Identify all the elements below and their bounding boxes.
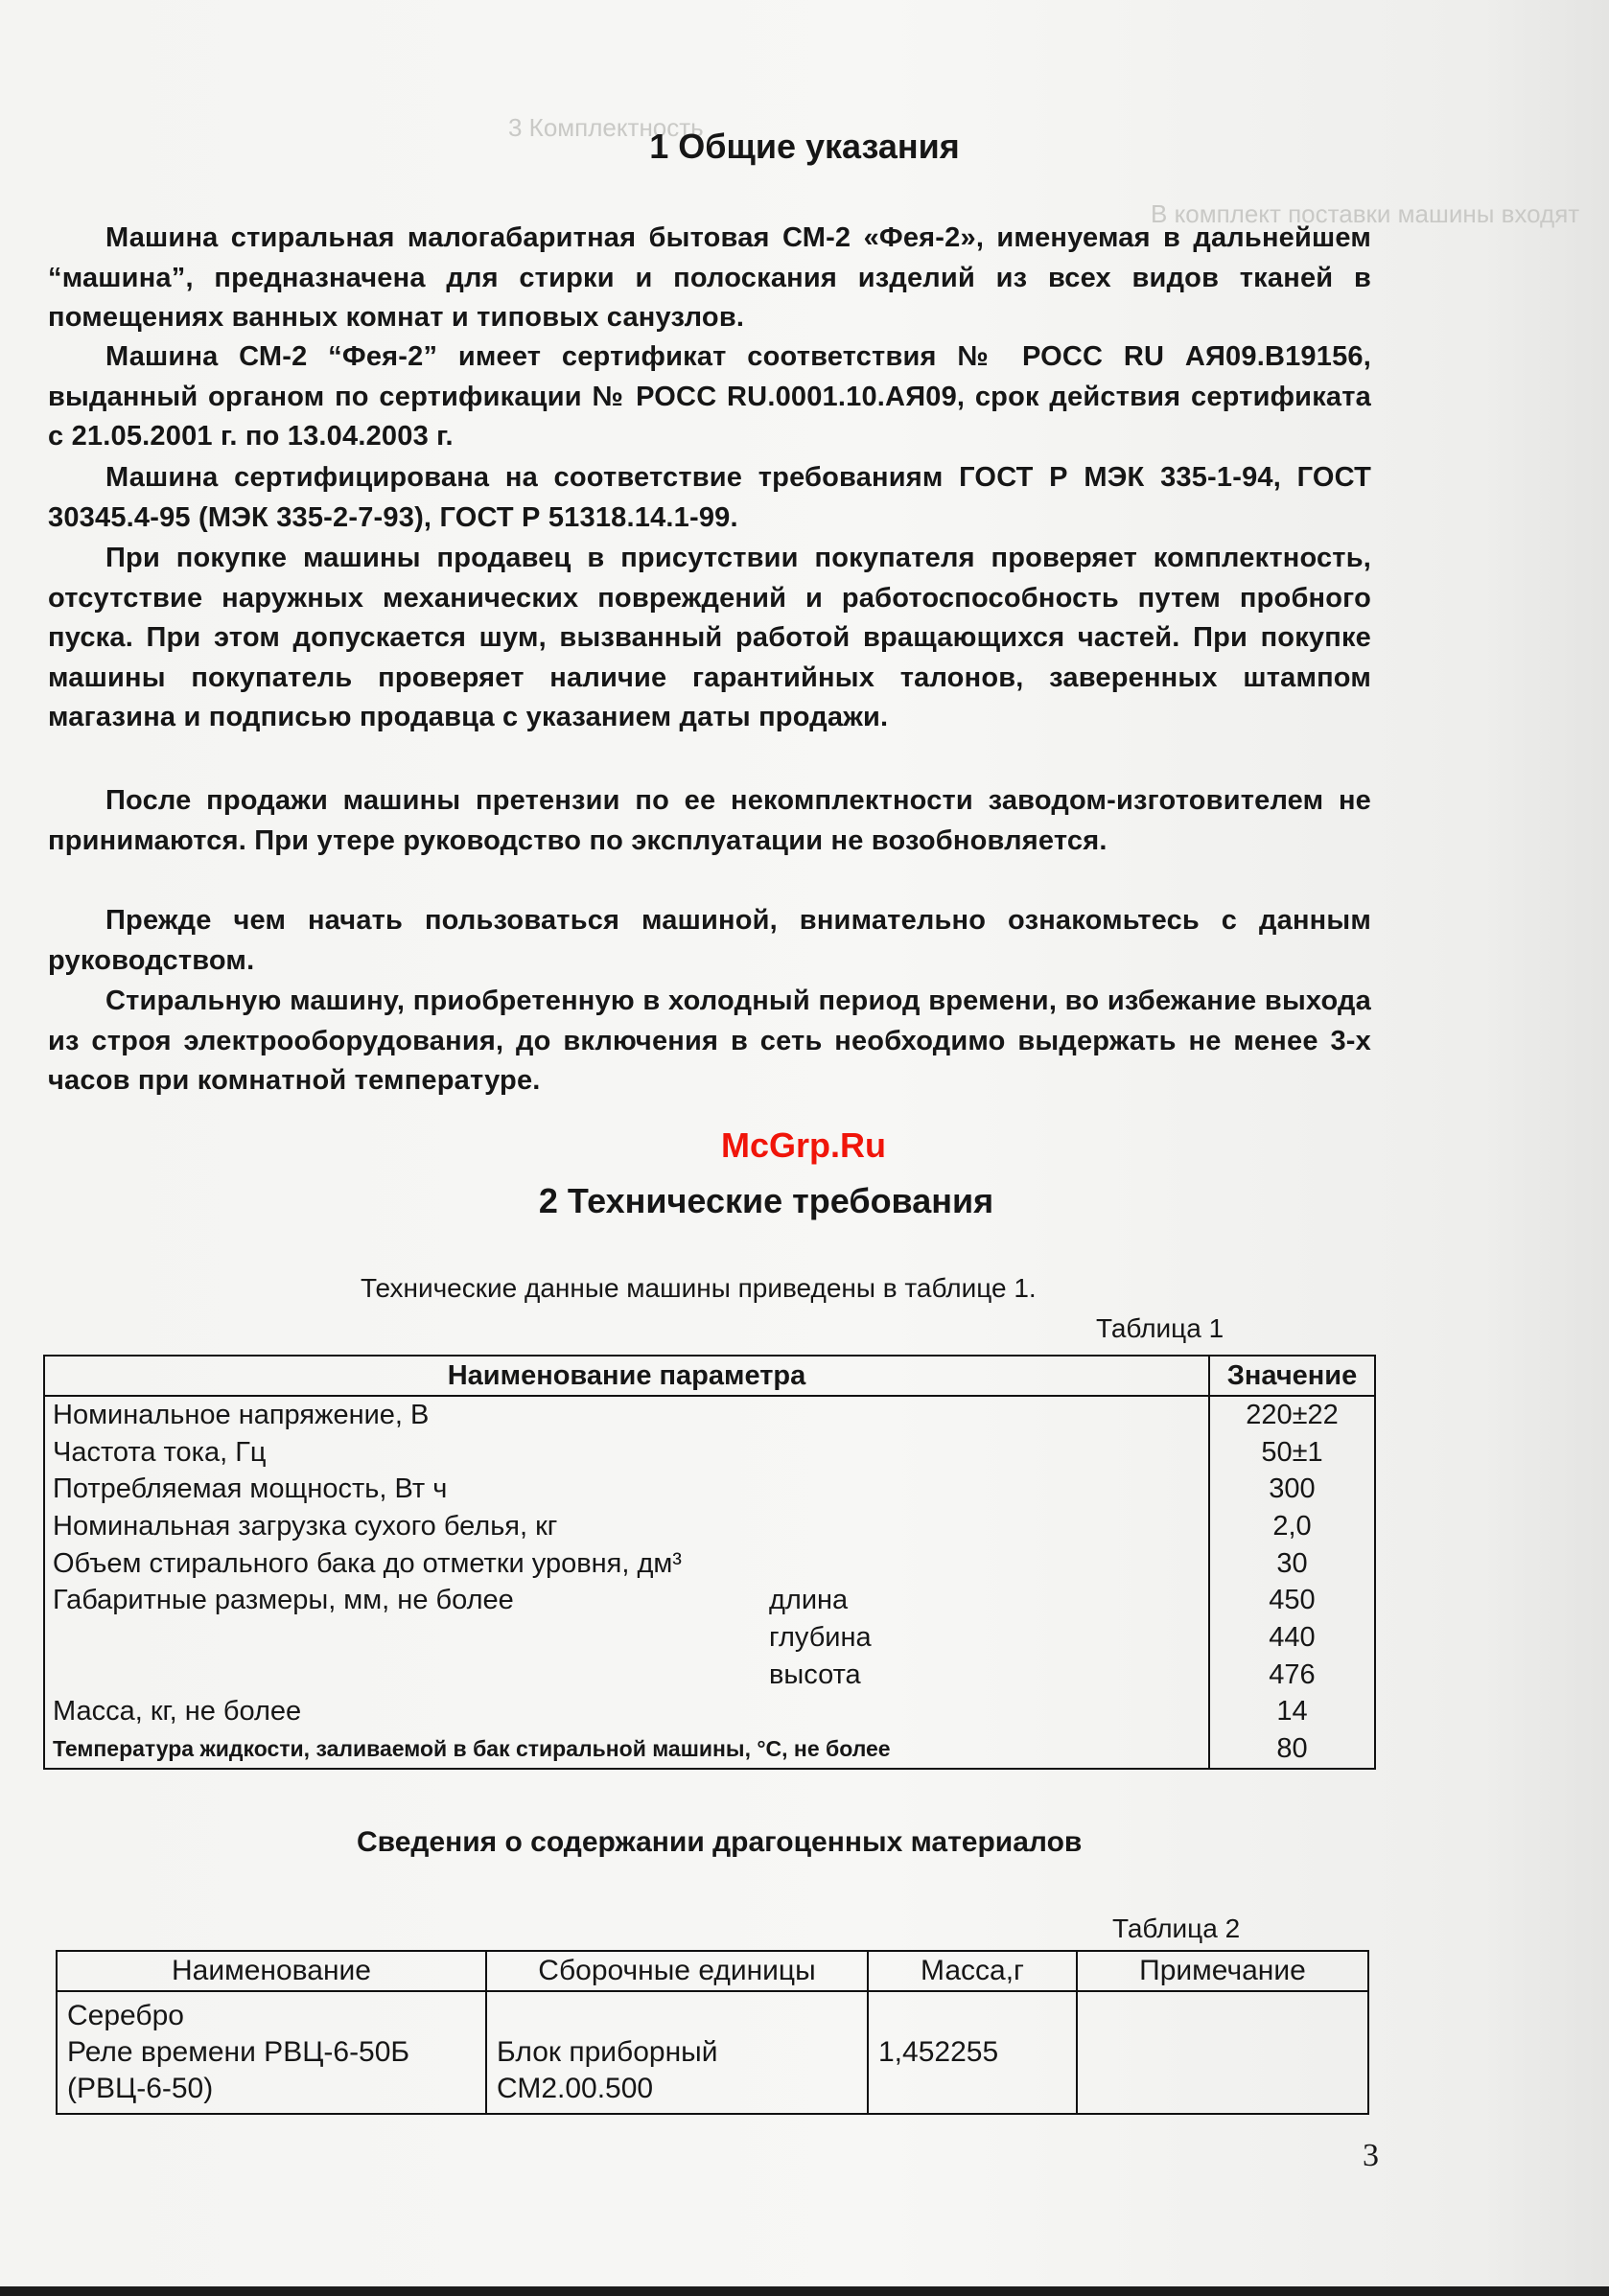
parameter-value-cell: 220±22 (1209, 1396, 1375, 1434)
note-cell (1077, 1991, 1368, 2114)
parameter-value-cell: 2,0 (1209, 1508, 1375, 1545)
page-number: 3 (1363, 2138, 1379, 2173)
parameter-name-cell: Объем стирального бака до отметки уровня, дм³ (53, 1547, 682, 1579)
column-header: Значение (1209, 1356, 1375, 1396)
paragraph-7: Стиральную машину, приобретенную в холодный период времени, во избежание выхода из строя электрооборудования, до включения в сеть необходимо выдержать не менее 3-х часов при комнатной температуре. (48, 986, 1371, 1096)
bleed-through-text: 3 Комплектность (508, 113, 704, 142)
table-row (44, 1396, 1375, 1434)
parameter-name-cell: Габаритные размеры, мм, не более (53, 1585, 514, 1616)
cell-line: Блок приборный (497, 2036, 718, 2068)
parameter-value-cell: 476 (1209, 1657, 1375, 1694)
table-1-caption: Технические данные машины приведены в таблице 1. (361, 1273, 1037, 1303)
table-row (44, 1619, 1375, 1657)
assembly-unit-cell (486, 1991, 868, 2114)
parameter-name-cell (44, 1619, 761, 1657)
parameter-sub-cell: глубина (769, 1621, 872, 1653)
section-1-title: 1 Общие указания (649, 127, 960, 166)
parameter-value-cell: 50±1 (1209, 1434, 1375, 1472)
parameter-value-cell: 30 (1209, 1545, 1375, 1583)
table-1-label: Таблица 1 (1096, 1313, 1224, 1343)
parameter-value-cell: 440 (1209, 1619, 1375, 1657)
parameter-value-cell: 14 (1209, 1694, 1375, 1731)
parameter-sub-cell (761, 1396, 1209, 1434)
paragraph-5: После продажи машины претензии по ее некомплектности заводом-изготовителем не принимаются. При утере руководство по эксплуатации не возобновляется. (48, 785, 1371, 856)
watermark: McGrp.Ru (721, 1125, 887, 1165)
table-row (44, 1471, 1375, 1508)
section-2-title: 2 Технические требования (538, 1181, 994, 1220)
material-name-cell (57, 1991, 486, 2114)
paragraph-6: Прежде чем начать пользоваться машиной, внимательно ознакомьтесь с данным руководством. (48, 905, 1371, 976)
paragraph-2: Машина СМ-2 “Фея-2” имеет сертификат соответствия № РОСС RU АЯ09.В19156, выданный органом по сертификации № РОСС RU.0001.10.АЯ09, срок действия сертификата с 21.05.2001 г. по 13.04.2003 г. (48, 341, 1371, 452)
parameter-name-cell: Частота тока, Гц (53, 1436, 267, 1468)
mass-cell: 1,452255 (868, 1991, 1077, 2114)
paragraph-3: Машина сертифицирована на соответствие требованиям ГОСТ Р МЭК 335-1-94, ГОСТ 30345.4-95 (МЭК 335-2-7-93), ГОСТ Р 51318.14.1-99. (48, 462, 1371, 533)
paragraph-4: При покупке машины продавец в присутствии покупателя проверяет комплектность, отсутствие наружных механических повреждений и работоспособность путем пробного пуска. При этом допускается шум, вызванный работой вращающихся частей. При покупке машины покупатель проверяет наличие гарантийных талонов, заверенных штампом магазина и подписью продавца с указанием даты продажи. (48, 543, 1371, 732)
table-header-row (44, 1356, 1375, 1396)
parameter-sub-cell: длина (769, 1585, 849, 1616)
parameter-sub-cell (761, 1694, 1209, 1731)
parameter-value-cell: 80 (1209, 1730, 1375, 1769)
table-header-row (57, 1951, 1368, 1991)
paragraph-1: Машина стиральная малогабаритная бытовая СМ-2 «Фея-2», именуемая в дальнейшем “машина”, предназначена для стирки и полоскания изделий из всех видов тканей в помещениях ванных комнат и типовых санузлов. (48, 222, 1371, 333)
column-header: Наименование (57, 1951, 486, 1991)
column-header: Примечание (1077, 1951, 1368, 1991)
parameter-name-cell: Масса, кг, не более (53, 1696, 302, 1728)
precious-materials-table (56, 1950, 1369, 2115)
parameter-name-cell (44, 1657, 761, 1694)
table-row (44, 1657, 1375, 1694)
parameter-name-cell: Номинальная загрузка сухого белья, кг (53, 1510, 558, 1542)
column-header: Наименование параметра (44, 1356, 1209, 1396)
column-header: Масса,г (868, 1951, 1077, 1991)
table-row (44, 1730, 1375, 1769)
parameter-sub-cell (761, 1471, 1209, 1508)
technical-data-table (43, 1355, 1376, 1770)
parameter-sub-cell (761, 1434, 1209, 1472)
table-row (44, 1508, 1375, 1545)
parameter-sub-cell: высота (769, 1658, 861, 1690)
table-row (44, 1545, 1375, 1583)
parameter-value-cell: 450 (1209, 1582, 1375, 1619)
table-row (57, 1991, 1368, 2114)
precious-materials-title: Сведения о содержании драгоценных материалов (357, 1826, 1083, 1858)
cell-line: (РВЦ-6-50) (67, 2073, 214, 2104)
cell-line: СМ2.00.500 (497, 2073, 654, 2104)
bleed-through-text: В комплект поставки машины входят (1151, 199, 1580, 228)
parameter-name-cell: Потребляемая мощность, Вт ч (53, 1473, 448, 1505)
cell-line: Серебро (67, 2000, 184, 2031)
parameter-name-cell: Номинальное напряжение, В (53, 1399, 430, 1430)
table-row (44, 1434, 1375, 1472)
table-row (44, 1582, 1375, 1619)
parameter-name-cell: Температура жидкости, заливаемой в бак стиральной машины, °С, не более (44, 1730, 1209, 1769)
table-2-label: Таблица 2 (1112, 1913, 1241, 1943)
cell-line: Реле времени РВЦ-6-50Б (67, 2036, 410, 2068)
column-header: Сборочные единицы (486, 1951, 868, 1991)
parameter-value-cell: 300 (1209, 1471, 1375, 1508)
table-row (44, 1694, 1375, 1731)
